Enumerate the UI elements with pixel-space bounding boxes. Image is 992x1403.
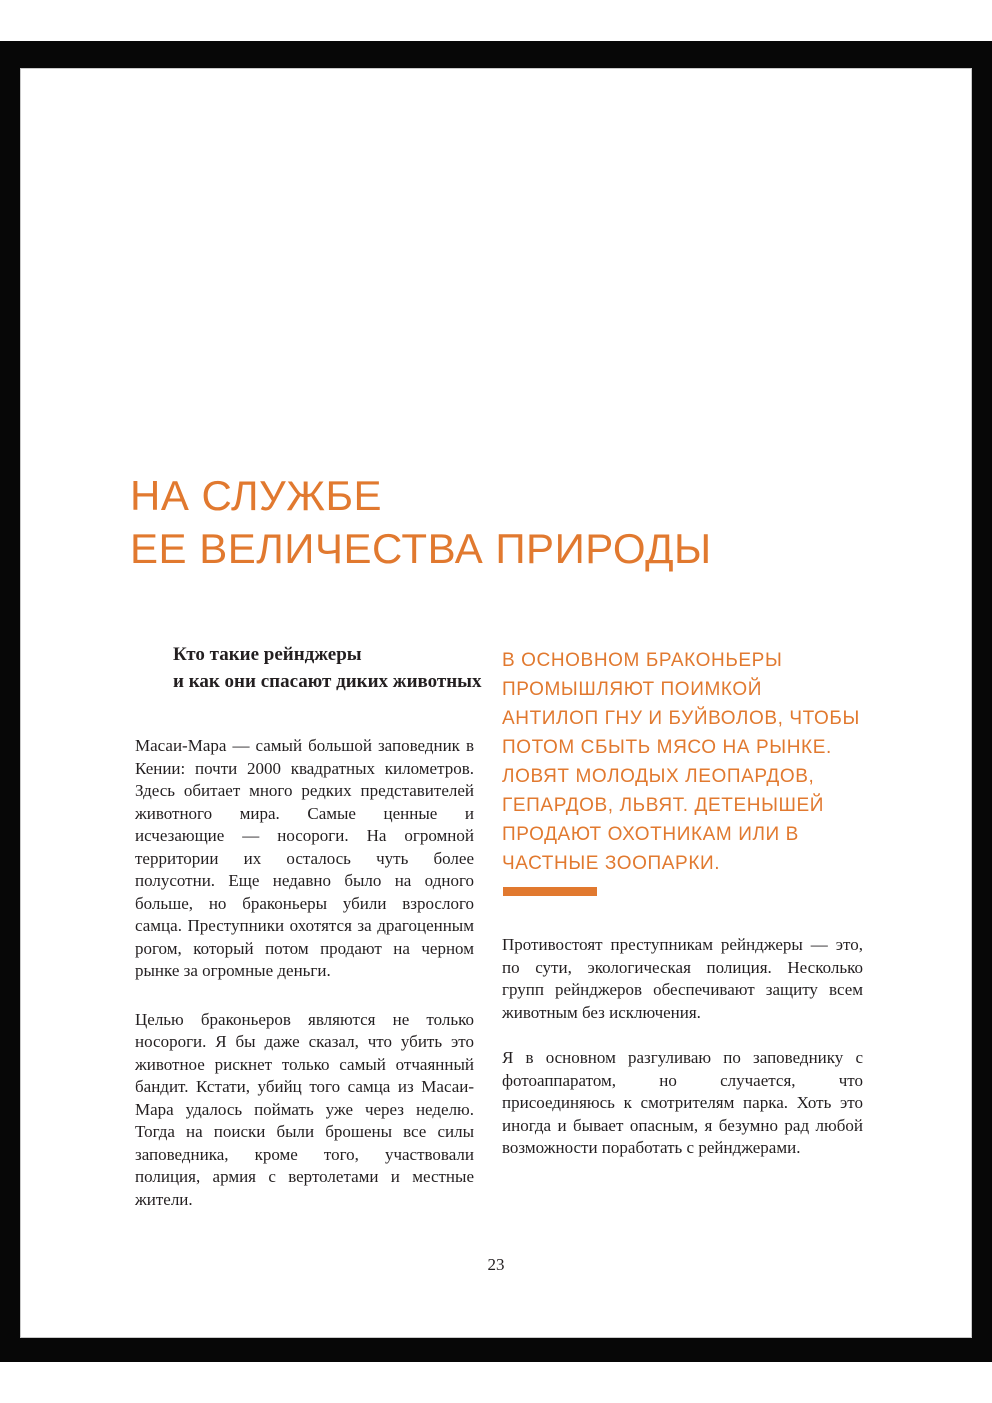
book-page bbox=[21, 69, 971, 1337]
body-paragraph: Я в основном разгуливаю по заповеднику с фотоаппаратом, но случается, что присоединяюсь к смотрителям парка. Хоть это иногда и бывает опасным, я безумно рад любой возможности поработать с рейнджерами. bbox=[502, 1048, 863, 1157]
page-number: 23 bbox=[487, 1255, 505, 1274]
pull-quote-divider bbox=[503, 887, 597, 896]
chapter-title-line-1: НА СЛУЖБЕ bbox=[130, 472, 383, 519]
section-subtitle-line-1: Кто такие рейнджеры bbox=[173, 644, 362, 665]
pull-quote: В ОСНОВНОМ БРАКОНЬЕРЫ ПРОМЫШЛЯЮТ ПОИМКОЙ АНТИЛОП ГНУ И БУЙВОЛОВ, ЧТОБЫ ПОТОМ СБЫТЬ МЯСО НА РЫНКЕ. ЛОВЯТ МОЛОДЫХ ЛЕОПАРДОВ, ГЕПАРДОВ, ЛЬВЯТ. ДЕТЕНЫШЕЙ ПРОДАЮТ ОХОТНИКАМ ИЛИ В ЧАСТНЫЕ ЗООПАРКИ. bbox=[502, 650, 860, 874]
left-column bbox=[135, 735, 474, 1211]
section-subtitle-line-2: и как они спасают диких животных bbox=[173, 671, 482, 692]
body-paragraph: Противостоят преступникам рейнджеры — это, по сути, экологическая полиция. Несколько групп рейнджеров обеспечивают защиту всем животным без исключения. bbox=[502, 935, 863, 1022]
body-paragraph: Целью браконьеров являются не только носороги. Я бы даже сказал, что убить это животное рискнет только самый отчаянный бандит. Кстати, убийц того самца из Масаи-Мара удалось поймать уже через неделю. Тогда на поиски были брошены все силы заповедника, кроме того, участвовали полиция, армия с вертолетами и местные жители. bbox=[135, 1009, 474, 1209]
right-column bbox=[502, 646, 863, 1160]
chapter-title-line-2: ЕЕ ВЕЛИЧЕСТВА ПРИРОДЫ bbox=[130, 525, 712, 572]
section-subtitle bbox=[173, 641, 482, 695]
body-paragraph: Масаи-Мара — самый большой заповедник в Кении: почти 2000 квадратных километров. Здесь обитает много редких представителей животного мира. Самые ценные и исчезающие — носороги. На огромной территории их осталось чуть более полусотни. Еще недавно было на одного больше, но браконьеры убили взрослого самца. Преступники охотятся за драгоценным рогом, который потом продают на черном рынке за огромные деньги. bbox=[135, 736, 474, 980]
chapter-title bbox=[130, 469, 712, 575]
page-frame bbox=[0, 41, 992, 1362]
